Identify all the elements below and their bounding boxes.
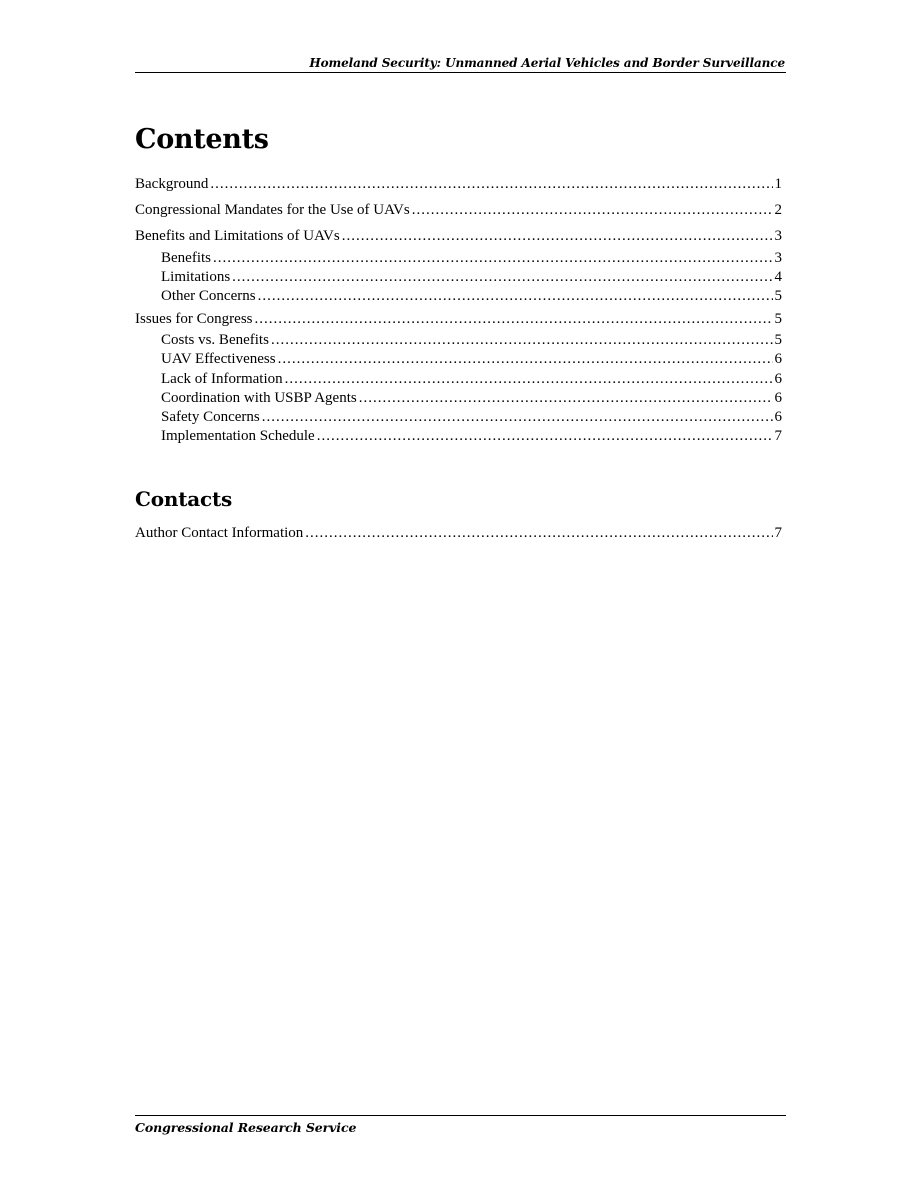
toc-leader-dots: [305, 525, 772, 542]
toc-page-number: 5: [774, 311, 782, 327]
toc-entry-label: Benefits and Limitations of UAVs: [135, 228, 340, 244]
toc-leader-dots: [262, 409, 773, 426]
toc-page-number: 1: [774, 176, 782, 192]
toc-entry-limitations[interactable]: [161, 269, 782, 289]
toc-page-number: 6: [774, 351, 782, 367]
toc-entry-uav-effectiveness[interactable]: [161, 351, 782, 371]
toc-entry-label: Safety Concerns: [161, 409, 260, 425]
toc-entry-safety-concerns[interactable]: [161, 409, 782, 429]
toc-entry-label: Coordination with USBP Agents: [161, 390, 357, 406]
footer-rule: [135, 1115, 786, 1116]
toc-entry-author-contact-information[interactable]: [135, 525, 782, 545]
toc-leader-dots: [271, 332, 773, 349]
toc-leader-dots: [278, 351, 773, 368]
toc-entry-other-concerns[interactable]: [161, 288, 782, 308]
table-of-contents: [135, 176, 782, 456]
toc-page-number: 6: [774, 371, 782, 387]
toc-leader-dots: [210, 176, 772, 193]
toc-page-number: 2: [774, 202, 782, 218]
contents-heading: Contents: [135, 124, 269, 155]
toc-entry-coordination-with-usbp[interactable]: [161, 390, 782, 410]
toc-page-number: 7: [774, 428, 782, 444]
toc-leader-dots: [232, 269, 772, 286]
toc-entry-label: Congressional Mandates for the Use of UAVs: [135, 202, 410, 218]
toc-entry-benefits-and-limitations[interactable]: [135, 228, 782, 248]
toc-page-number: 4: [774, 269, 782, 285]
contacts-heading: Contacts: [135, 487, 233, 511]
toc-entry-implementation-schedule[interactable]: [161, 428, 782, 448]
toc-leader-dots: [342, 228, 773, 245]
toc-page-number: 7: [774, 525, 782, 541]
toc-entry-label: Background: [135, 176, 209, 192]
toc-page-number: 5: [774, 332, 782, 348]
running-header: Homeland Security: Unmanned Aerial Vehicles and Border Surveillance: [309, 56, 785, 70]
toc-leader-dots: [285, 371, 773, 388]
toc-leader-dots: [258, 288, 773, 305]
toc-entry-label: Author Contact Information: [135, 525, 304, 541]
toc-entry-label: Limitations: [161, 269, 231, 285]
header-rule: [135, 72, 786, 73]
toc-leader-dots: [255, 311, 773, 328]
toc-leader-dots: [412, 202, 773, 219]
toc-page-number: 6: [774, 390, 782, 406]
toc-entry-background[interactable]: [135, 176, 782, 196]
toc-leader-dots: [317, 428, 773, 445]
toc-page-number: 3: [774, 228, 782, 244]
toc-entry-label: Other Concerns: [161, 288, 256, 304]
toc-page-number: 3: [774, 250, 782, 266]
toc-entry-congressional-mandates[interactable]: [135, 202, 782, 222]
toc-leader-dots: [359, 390, 773, 407]
toc-entry-label: Implementation Schedule: [161, 428, 315, 444]
toc-page-number: 6: [774, 409, 782, 425]
toc-entry-costs-vs-benefits[interactable]: [161, 332, 782, 352]
toc-entry-label: UAV Effectiveness: [161, 351, 276, 367]
toc-entry-label: Lack of Information: [161, 371, 283, 387]
toc-entry-label: Benefits: [161, 250, 211, 266]
toc-entry-lack-of-information[interactable]: [161, 371, 782, 391]
toc-leader-dots: [213, 250, 773, 267]
toc-entry-benefits[interactable]: [161, 250, 782, 270]
toc-entry-label: Issues for Congress: [135, 311, 253, 327]
toc-entry-issues-for-congress[interactable]: [135, 311, 782, 331]
footer-publisher: Congressional Research Service: [135, 1120, 357, 1135]
contacts-list: [135, 525, 782, 547]
toc-entry-label: Costs vs. Benefits: [161, 332, 269, 348]
toc-page-number: 5: [774, 288, 782, 304]
